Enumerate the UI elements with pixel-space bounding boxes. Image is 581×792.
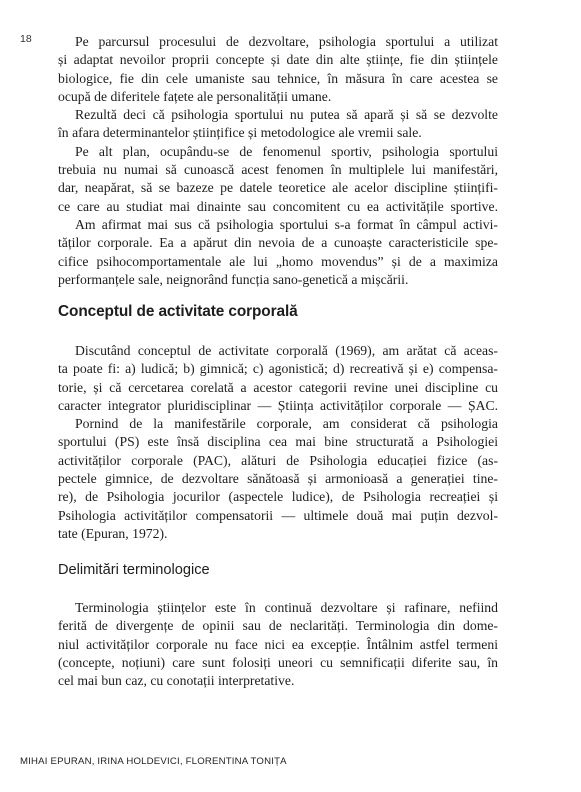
text-line: pectele gimnice, de dezvoltare sănătoasă și armonioasă a generației tine- — [58, 471, 498, 487]
section-heading: Conceptul de activitate corporală — [58, 303, 298, 320]
text-line: torie, și că cercetarea corelată a acestor categorii revine unei discipline cu — [58, 379, 498, 395]
text-line: ta poate fi: a) ludică; b) gimnică; c) agonistică; d) recreativă și e) compensa- — [58, 361, 498, 377]
subsection-heading: Delimitări terminologice — [58, 562, 210, 578]
text-line: ferită de divergențe de opinii sau de neclarități. Terminologia din dome- — [58, 618, 498, 634]
text-line: niul activităților corporale nu face nici ea excepție. Întâlnim astfel termeni — [58, 636, 498, 652]
text-line: (concepte, noțiuni) care sunt folosiți uneori cu semnificații diferite sau, în — [58, 654, 498, 670]
text-line: dar, neapărat, să se bazeze pe datele teoretice ale acelor discipline științifi- — [58, 180, 498, 196]
text-line: ocupă de diferitele fațete ale personalității umane. — [58, 88, 332, 104]
text-line: performanțele sale, neignorând funcția sano-genetică a mișcării. — [58, 271, 409, 287]
running-footer-authors: MIHAI EPURAN, IRINA HOLDEVICI, FLORENTINA TONIȚA — [20, 756, 287, 767]
page-number: 18 — [20, 33, 32, 45]
text-line: Rezultă deci că psihologia sportului nu putea să apară și să se dezvolte — [75, 107, 498, 123]
body-paragraphs-activity-concept — [58, 342, 498, 543]
text-line: în afara determinantelor științifice și metodologice ale vremii sale. — [58, 125, 422, 141]
text-line: Pe alt plan, ocupându-se de fenomenul sportiv, psihologia sportului — [75, 143, 498, 159]
text-line: cel mai bun caz, cu conotații interpretative. — [58, 673, 295, 689]
text-line: trebuia nu numai să cunoască acest fenomen în multiplele lui manifestări, — [58, 162, 498, 178]
body-paragraphs-terminology — [58, 599, 498, 690]
text-line: Discutând conceptul de activitate corporală (1969), am arătat că aceas- — [75, 343, 498, 358]
text-line: Am afirmat mai sus că psihologia sportului s-a format în câmpul activi- — [75, 216, 498, 232]
text-line: și adaptat nevoilor proprii concepte și date din alte științe, fie din științele — [58, 52, 498, 68]
text-line: Psihologia activităților compensatorii — ultimele două mai puțin dezvol- — [58, 507, 498, 523]
text-line: Terminologia științelor este în continuă dezvoltare și rafinare, nefiind — [75, 600, 498, 615]
text-line: cifice psihocomportamentale ale lui „homo movendus” și de a maximiza — [58, 253, 498, 269]
text-line: Pe parcursul procesului de dezvoltare, psihologia sportului a utilizat — [75, 34, 498, 49]
text-line: tate (Epuran, 1972). — [58, 525, 168, 541]
text-line: biologice, fie din cele umaniste sau tehnice, în măsura în care acestea se — [58, 70, 498, 86]
text-line: caracter integrator pluridisciplinar — Știința activităților corporale — ȘAC. — [58, 397, 498, 413]
text-line: ce care au studiat mai dinainte sau concomitent cu ea activitățile sportive. — [58, 198, 498, 214]
text-line: tăților corporale. Ea a apărut din nevoia de a cunoaște caracteristicile spe- — [58, 235, 498, 251]
text-line: sportului (PS) este însă disciplina cea mai bine structurată a Psihologiei — [58, 434, 498, 450]
intro-paragraphs — [58, 33, 498, 289]
text-line: activităților corporale (PAC), alături de Psihologia educației fizice (as- — [58, 452, 498, 468]
text-line: re), de Psihologia jocurilor (aspectele ludice), de Psihologia recreației și — [58, 489, 498, 505]
text-line: Pornind de la manifestările corporale, am considerat că psihologia — [75, 416, 498, 432]
